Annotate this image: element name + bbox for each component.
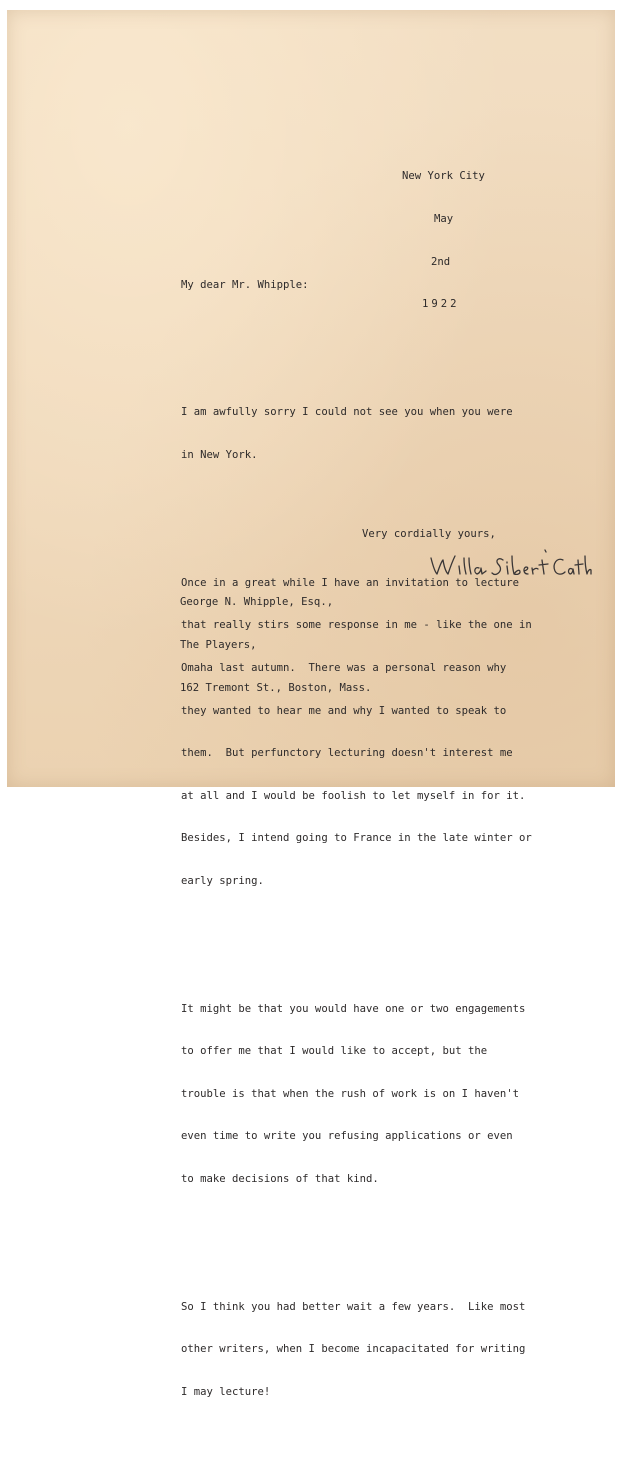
body-line: at all and I would be foolish to let myself in for it. (181, 789, 526, 802)
date-day: 2nd (431, 255, 451, 268)
paragraph-1 (181, 377, 532, 491)
body-line: to offer me that I would like to accept, but the (181, 1045, 488, 1058)
salutation-line: My dear Mr. Whipple: (181, 278, 309, 291)
recipient-organization: The Players, (180, 639, 257, 652)
letter-body (181, 221, 532, 1470)
body-line: them. But perfunctory lecturing doesn't interest me (181, 747, 513, 760)
body-line: Once in a great while I have an invitation to lecture (181, 576, 520, 589)
recipient-address (180, 567, 371, 723)
body-line: Besides, I intend going to France in the late winter or (181, 832, 532, 845)
handwritten-signature (425, 540, 595, 590)
body-line: to make decisions of that kind. (181, 1173, 379, 1185)
closing: Very cordially yours, (362, 528, 496, 540)
body-line: they wanted to hear me and why I wanted to speak to (181, 704, 507, 717)
body-line: It might be that you would have one or two engagements (181, 1002, 526, 1015)
body-line: even time to write you refusing applications or even (181, 1130, 513, 1143)
body-line: early spring. (181, 874, 264, 887)
salutation (181, 249, 532, 320)
body-line: trouble is that when the rush of work is on I haven't (181, 1087, 520, 1100)
body-line: I am awfully sorry I could not see you when you were (181, 406, 513, 419)
body-line: that really stirs some response in me - like the one in (181, 619, 532, 632)
letter-page (7, 10, 615, 1398)
paragraph-3 (181, 973, 532, 1214)
date-month: May (434, 213, 454, 226)
date-city: New York City (402, 170, 485, 183)
body-line: in New York. (181, 449, 258, 462)
body-line: I may lecture! (181, 1385, 271, 1398)
recipient-name: George N. Whipple, Esq., (180, 596, 334, 609)
paragraph-4 (181, 1271, 532, 1427)
body-line: other writers, when I become incapacitated for writing (181, 1343, 526, 1356)
recipient-street: 162 Tremont St., Boston, Mass. (180, 681, 372, 694)
date-year: 1922 (422, 298, 460, 311)
body-line: Omaha last autumn. There was a personal reason why (181, 661, 507, 674)
body-line: So I think you had better wait a few years. Like most (181, 1300, 526, 1313)
